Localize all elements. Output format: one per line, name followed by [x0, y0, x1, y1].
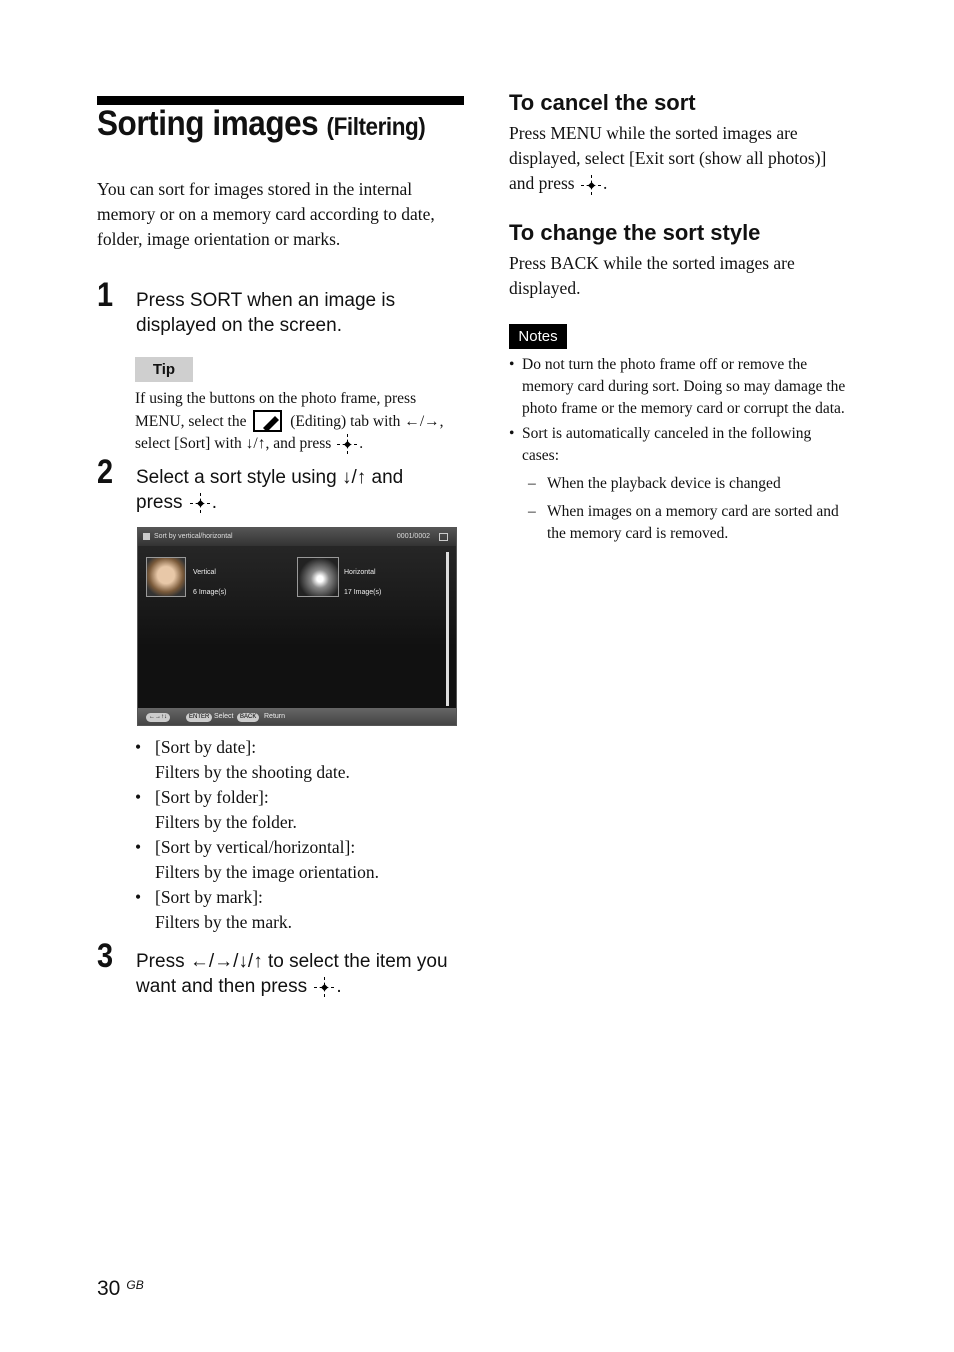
list-item: • [Sort by folder]: Filters by the folder.	[135, 787, 297, 832]
step-3-number: 3	[97, 937, 114, 975]
tip-line2: MENU, select the (Editing) tab with ←/→,	[135, 410, 465, 433]
horizontal-label: Horizontal	[344, 569, 376, 576]
nav-arrows-icon: ←→↑↓	[146, 713, 170, 722]
editing-tab-icon	[253, 410, 283, 432]
screen-footer-bar	[138, 708, 456, 725]
intro-text: You can sort for images stored in the internal memory or on a memory card according to date, folder, image orientation or marks.	[97, 179, 435, 249]
left-right-arrow-icon: ←/→,	[404, 413, 444, 430]
sort-options-list	[135, 735, 465, 935]
notes-badge: Notes	[509, 324, 567, 349]
back-button-icon: BACK	[237, 713, 259, 722]
display-icon	[439, 533, 448, 541]
enter-icon	[581, 179, 601, 191]
tip-text	[135, 388, 465, 455]
return-hint: Return	[264, 713, 286, 720]
enter-icon	[190, 497, 210, 509]
sort-icon	[143, 533, 150, 540]
select-hint: Select	[214, 713, 234, 720]
vertical-thumbnail[interactable]	[146, 557, 186, 597]
change-heading: To change the sort style	[509, 220, 761, 245]
list-item: – When the playback device is changed	[528, 475, 781, 492]
step-2-line1: Select a sort style using ↓/↑ and	[136, 467, 404, 488]
step-2-number: 2	[97, 453, 114, 491]
screen-counter: 0001/0002	[396, 533, 430, 540]
step-1-line2: displayed on the screen.	[136, 315, 342, 336]
notes-list	[509, 354, 889, 545]
enter-icon	[314, 981, 334, 993]
step-3-text	[136, 949, 448, 999]
title-main: Sorting images	[97, 104, 319, 143]
horizontal-thumbnail[interactable]	[297, 557, 339, 597]
step-1-line1: Press SORT when an image is	[136, 290, 396, 311]
change-text: Press BACK while the sorted images are displayed.	[509, 253, 795, 298]
list-item: • [Sort by mark]: Filters by the mark.	[135, 887, 293, 932]
step-3-line2: want and then press .	[136, 976, 342, 997]
list-item: • Do not turn the photo frame off or remove the memory card during sort. Doing so may damage the photo frame or the memory card or corrupt the data.	[509, 356, 846, 417]
list-item: • Sort is automatically canceled in the following cases:	[509, 425, 812, 464]
tip-badge: Tip	[135, 357, 193, 382]
page-title	[97, 104, 425, 144]
step-2-text	[136, 465, 403, 515]
enter-button-icon: ENTER	[186, 713, 212, 722]
device-screen	[137, 527, 457, 726]
four-way-arrow-icon: ←/→/↓/↑	[189, 951, 263, 972]
down-up-arrow-icon: ↓/↑	[341, 467, 367, 488]
title-sub: (Filtering)	[326, 113, 426, 141]
vertical-label: Vertical	[193, 569, 216, 576]
screen-scrollbar[interactable]	[446, 552, 449, 706]
cancel-text: Press MENU while the sorted images are displayed, select [Exit sort (show all photos)] and press .	[509, 123, 827, 193]
step-3-line1: Press ←/→/↓/↑ to select the item you	[136, 951, 448, 972]
screen-header-title: Sort by vertical/horizontal	[154, 533, 233, 540]
list-item: – When images on a memory card are sorted and the memory card is removed.	[528, 503, 839, 542]
tip-line3: select [Sort] with ↓/↑, and press .	[135, 433, 465, 455]
language-code: GB	[126, 1278, 144, 1292]
tip-line1: If using the buttons on the photo frame, press	[135, 390, 417, 407]
list-item: • [Sort by vertical/horizontal]: Filters by the image orientation.	[135, 837, 380, 882]
list-item: • [Sort by date]: Filters by the shooting date.	[135, 737, 350, 782]
cancel-heading: To cancel the sort	[509, 90, 696, 115]
enter-icon	[337, 438, 357, 450]
vertical-count: 6 Image(s)	[193, 589, 227, 596]
screen-header-bar	[138, 528, 456, 546]
step-1-number: 1	[97, 276, 114, 314]
step-2-line2: press .	[136, 492, 218, 513]
step-1-text	[136, 288, 395, 338]
down-up-arrow-icon: ↓/↑	[245, 435, 266, 452]
horizontal-count: 17 Image(s)	[344, 589, 382, 596]
page-number: 30 $^{GB}$	[97, 1277, 144, 1300]
